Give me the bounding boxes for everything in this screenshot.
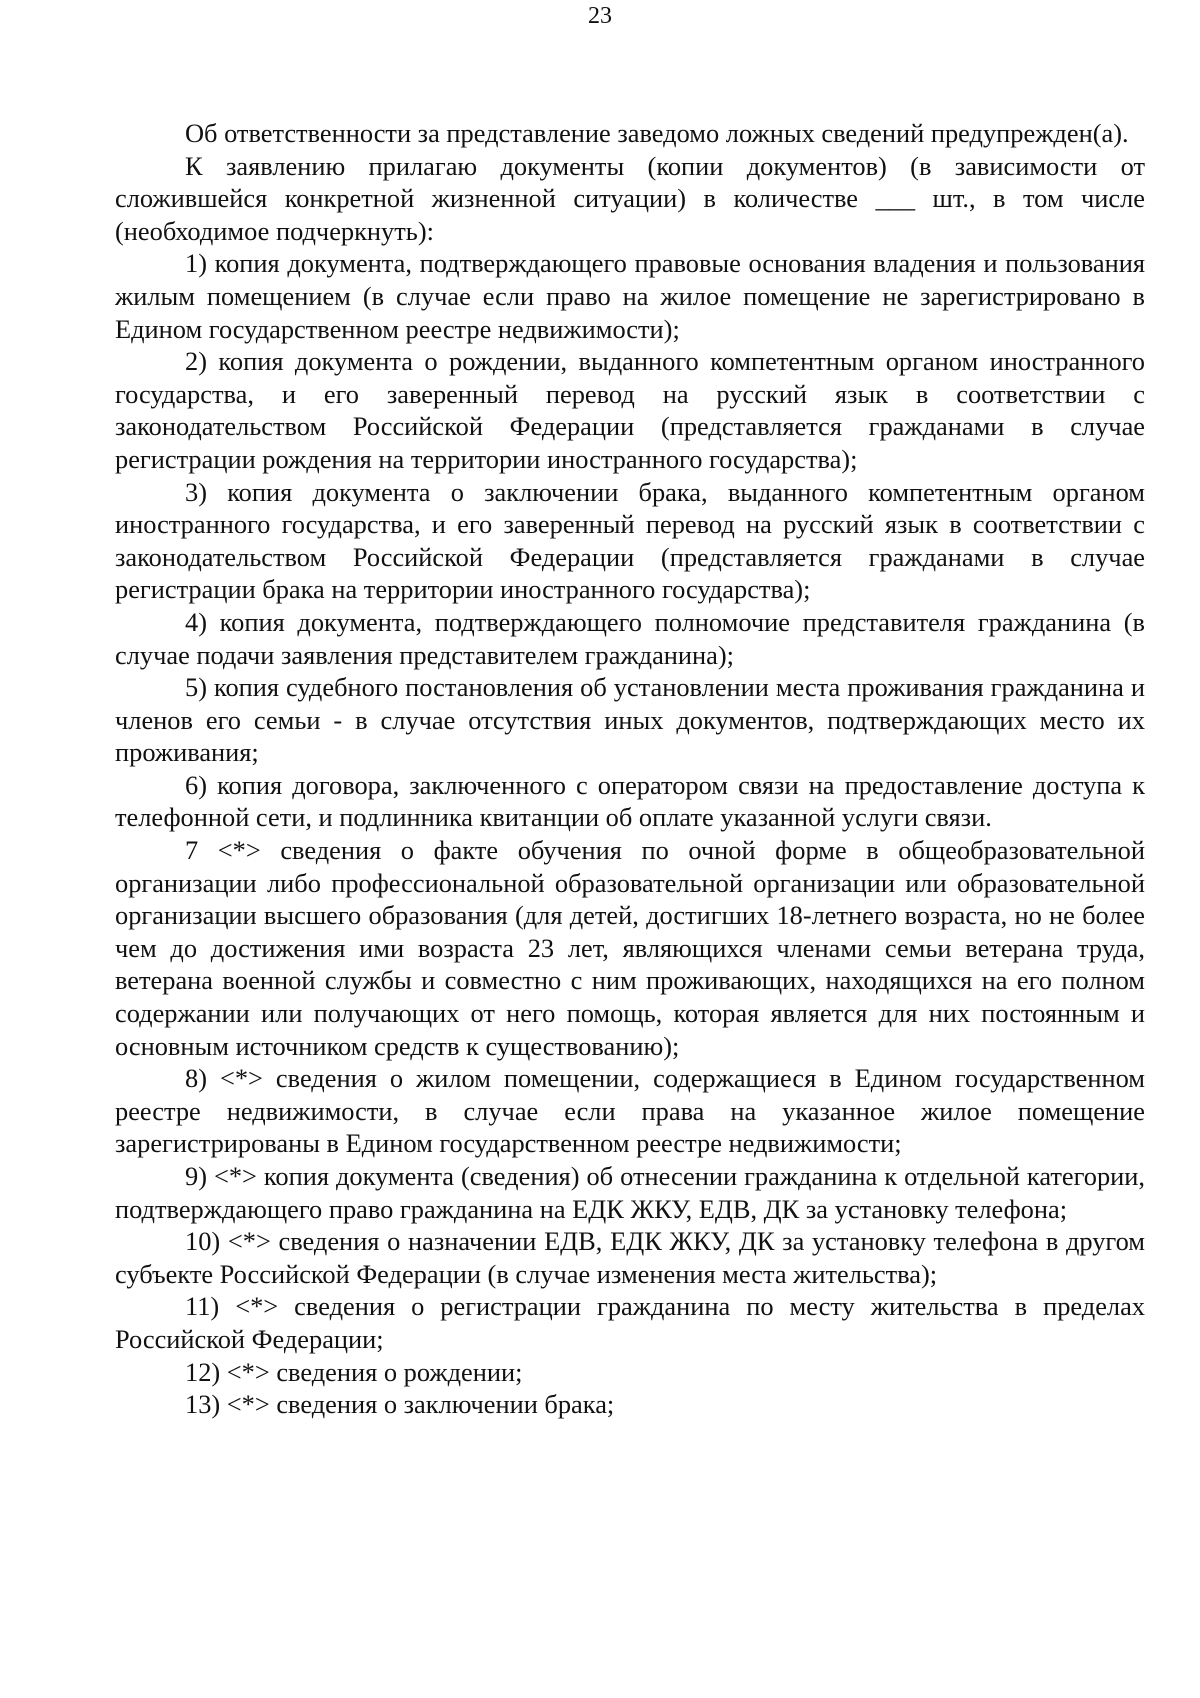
list-item-10: 10) <*> сведения о назначении ЕДВ, ЕДК ЖКУ, ДК за установку телефона в другом субъекте Российской Федерации (в случае изменения места жительства); xyxy=(115,1226,1145,1289)
list-item-4: 4) копия документа, подтверждающего полномочие представителя гражданина (в случае подачи заявления представителем гражданина); xyxy=(115,606,1145,670)
list-item-8: 8) <*> сведения о жилом помещении, содержащиеся в Едином государственном реестре недвижимости, в случае если права на указанное жилое помещение зарегистрированы в Едином государственном реестре недвижимости; xyxy=(115,1063,1145,1159)
paragraph-warning: Об ответственности за представление заведомо ложных сведений предупрежден(а). xyxy=(185,118,1129,148)
list-item-6: 6) копия договора, заключенного с оператором связи на предоставление доступа к телефонной сети, и подлинника квитанции об оплате указанной услуги связи. xyxy=(115,769,1145,833)
list-item-9: 9) <*> копия документа (сведения) об отнесении гражданина к отдельной категории, подтверждающего право гражданина на ЕДК ЖКУ, ЕДВ, ДК за установку телефона; xyxy=(115,1161,1145,1224)
list-item-3: 3) копия документа о заключении брака, выданного компетентным органом иностранного государства, и его заверенный перевод на русский язык в соответствии с законодательством Российской Федерации (представляется гражданами в случае регистрации брака на территории иностранного государства); xyxy=(115,476,1145,605)
page-number: 23 xyxy=(588,3,612,29)
list-item-11: 11) <*> сведения о регистрации гражданина по месту жительства в пределах Российской Федерации; xyxy=(115,1291,1145,1354)
list-item-5: 5) копия судебного постановления об установлении места проживания гражданина и членов его семьи - в случае отсутствия иных документов, подтверждающих место их проживания; xyxy=(115,672,1145,768)
list-item-12: 12) <*> сведения о рождении; xyxy=(185,1356,523,1387)
list-item-13: 13) <*> сведения о заключении брака; xyxy=(185,1389,615,1420)
list-item-2: 2) копия документа о рождении, выданного компетентным органом иностранного государства, и его заверенный перевод на русский язык в соответствии с законодательством Российской Федерации (представляется гражданами в случае регистрации рождения на территории иностранного государства); xyxy=(115,346,1145,474)
list-item-1: 1) копия документа, подтверждающего правовые основания владения и пользования жилым помещением (в случае если право на жилое помещение не зарегистрировано в Едином государственном реестре недвижимости); xyxy=(115,248,1145,344)
document-body xyxy=(115,117,1145,1421)
list-item-7: 7 <*> сведения о факте обучения по очной форме в общеобразовательной организации либо профессиональной образовательной организации или образовательной организации высшего образования (для детей, достигших 18-летнего возраста, но не более чем до достижения ими возраста 23 лет, являющихся членами семьи ветерана труда, ветерана военной службы и совместно с ним проживающих, находящихся на его полном содержании или получающих от него помощь, которая является для них постоянным и основным источником средств к существованию); xyxy=(115,835,1145,1061)
paragraph-attachments-intro: К заявлению прилагаю документы (копии документов) (в зависимости от сложившейся конкретной жизненной ситуации) в количестве ___ шт., в том числе (необходимое подчеркнуть): xyxy=(115,150,1145,246)
